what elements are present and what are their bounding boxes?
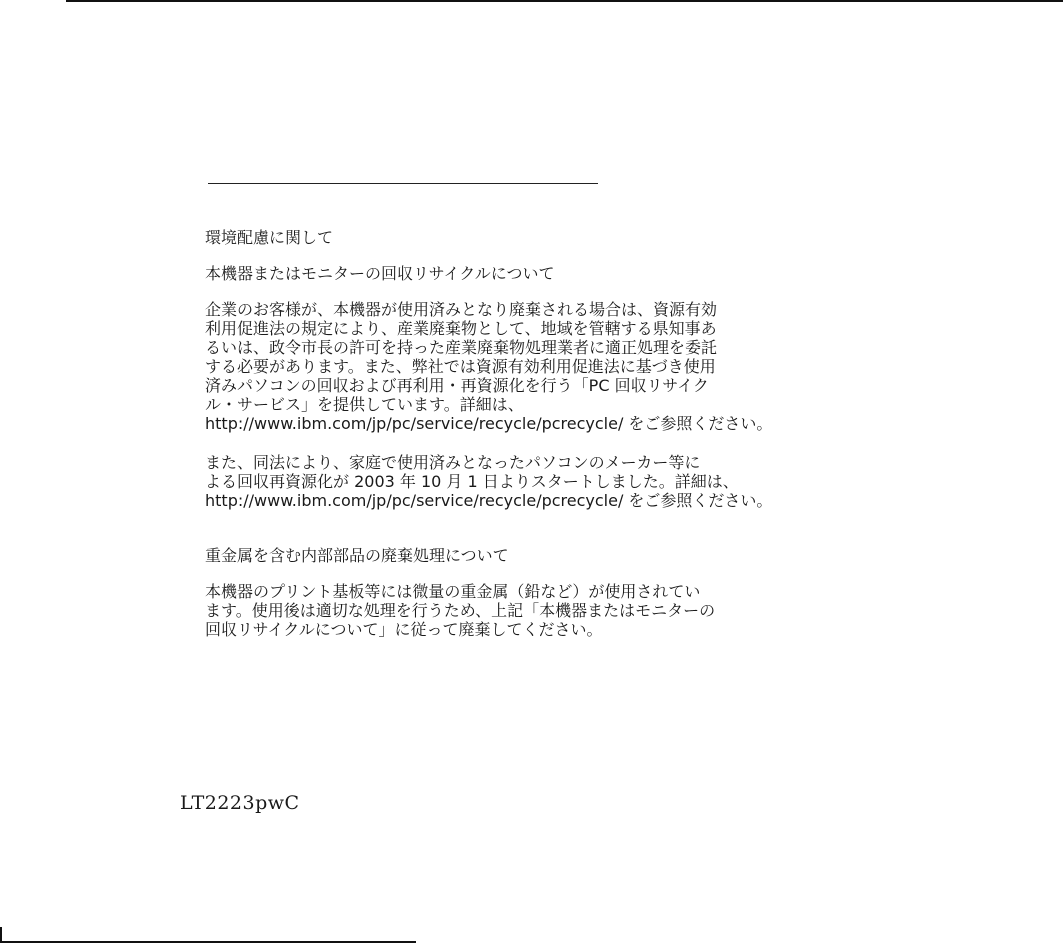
paragraph-line: 済みパソコンの回収および再利用・再資源化を行う「PC 回収リサイク (205, 376, 709, 395)
top-rule (66, 0, 1063, 2)
heavy-metal-title: 重金属を含む内部部品の廃棄処理について (205, 546, 509, 565)
recycling-paragraph-business (205, 300, 825, 433)
document-body (205, 228, 825, 639)
paragraph-line: 本機器のプリント基板等には微量の重金属（鉛など）が使用されてい (205, 582, 701, 601)
paragraph-line: また、同法により、家庭で使用済みとなったパソコンのメーカー等に (205, 453, 701, 472)
paragraph-line: 回収リサイクルについて」に従って廃棄してください。 (205, 620, 603, 639)
section-title: 環境配慮に関して (205, 228, 334, 247)
paragraph-line: 利用促進法の規定により、産業廃棄物として、地域を管轄する県知事あ (205, 319, 717, 338)
paragraph-line: する必要があります。また、弊社では資源有効利用促進法に基づき使用 (205, 357, 716, 376)
recycling-subtitle: 本機器またはモニターの回収リサイクルについて (205, 264, 555, 283)
model-number: LT2223pwC (180, 792, 300, 814)
paragraph-line: よる回収再資源化が 2003 年 10 月 1 日よりスタートしました。詳細は、 (205, 472, 739, 491)
bottom-rule (0, 941, 416, 943)
paragraph-line: 企業のお客様が、本機器が使用済みとなり廃棄される場合は、資源有効 (205, 300, 718, 319)
recycling-paragraph-home (205, 453, 825, 510)
section-divider (208, 183, 598, 184)
paragraph-line: ル・サービス」を提供しています。詳細は、 (205, 395, 524, 414)
recycle-url-line: http://www.ibm.com/jp/pc/service/recycle/pcrecycle/ をご参照ください。 (205, 491, 773, 510)
recycle-url-line: http://www.ibm.com/jp/pc/service/recycle/pcrecycle/ をご参照ください。 (205, 414, 773, 433)
heavy-metal-paragraph (205, 582, 825, 639)
paragraph-line: るいは、政令市長の許可を持った産業廃棄物処理業者に適正処理を委託 (205, 338, 718, 357)
paragraph-line: ます。使用後は適切な処理を行うため、上記「本機器またはモニターの (205, 601, 716, 620)
